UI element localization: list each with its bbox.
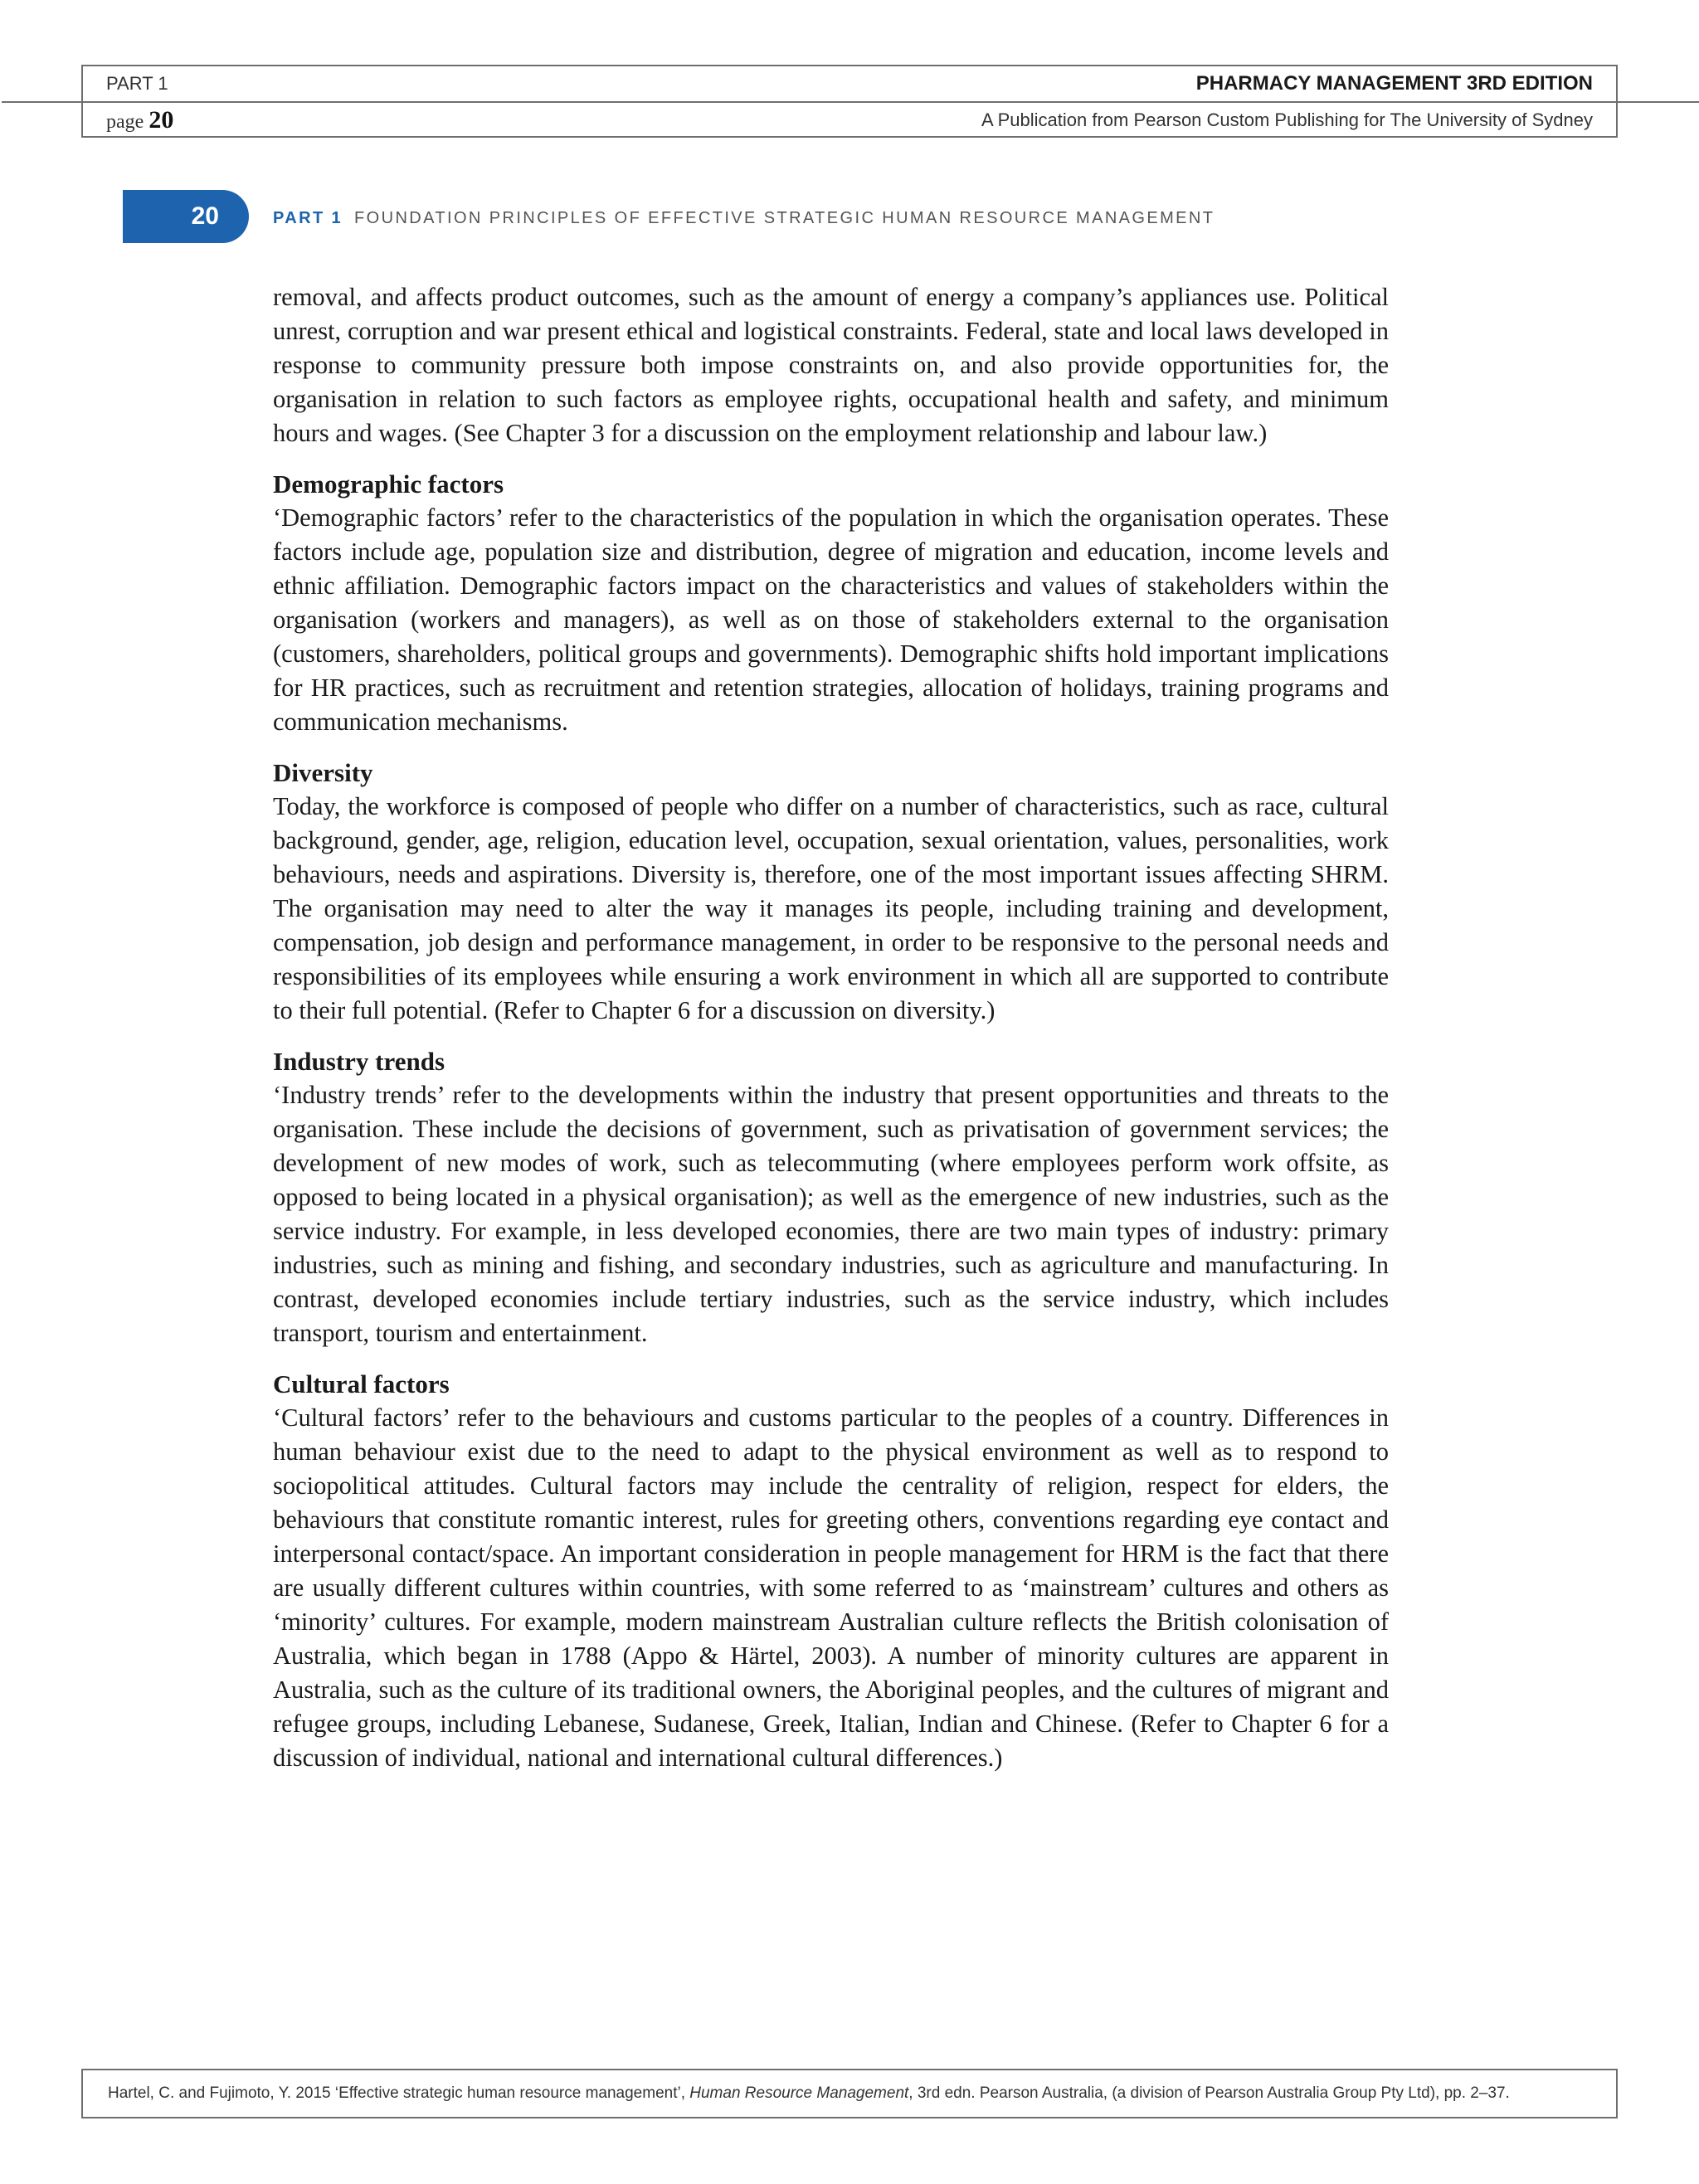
publication-header	[81, 65, 1618, 138]
tab-page-number: 20	[191, 202, 219, 230]
body-content	[273, 280, 1389, 1775]
running-header-part: PART 1	[273, 209, 343, 227]
book-title: PHARMACY MANAGEMENT 3RD EDITION	[1195, 72, 1593, 95]
page-number-tab	[123, 190, 249, 243]
page-number: 20	[148, 106, 174, 134]
running-header	[273, 209, 1215, 228]
section-heading-demographic: Demographic factors	[273, 469, 504, 499]
part-label: PART 1	[106, 73, 168, 94]
section-paragraph-diversity: Today, the workforce is composed of people who differ on a number of characteristics, such as race, cultural background, gender, age, religion, education level, occupation, sexual orientation, values, personalities, work behaviours, needs and aspirations. Diversity is, therefore, one of the most important issues affecting SHRM. The organisation may need to alter the way it manages its people, including training and development, compensation, job design and performance management, in order to be responsive to the personal needs and responsibilities of its employees while ensuring a work environment in which all are supported to contribute to their full potential. (Refer to Chapter 6 for a discussion on diversity.)	[273, 792, 1389, 1024]
intro-paragraph: removal, and affects product outcomes, such as the amount of energy a company’s appliances use. Political unrest, corruption and war present ethical and logistical constraints. Federal, state and local laws developed in response to community pressure both impose constraints on, and also provide opportunities for, the organisation in relation to such factors as employee rights, occupational health and safety, and minimum hours and wages. (See Chapter 3 for a discussion on the employment relationship and labour law.)	[273, 283, 1389, 447]
publication-header-bottom-row	[83, 103, 1616, 138]
page-prefix: page	[106, 111, 144, 133]
running-header-title: FOUNDATION PRINCIPLES OF EFFECTIVE STRATEGIC HUMAN RESOURCE MANAGEMENT	[354, 209, 1215, 227]
publication-note: A Publication from Pearson Custom Publishing for The University of Sydney	[981, 109, 1593, 130]
section-heading-industry-trends: Industry trends	[273, 1047, 445, 1076]
section-paragraph-industry-trends: ‘Industry trends’ refer to the developments within the industry that present opportunities and threats to the organisation. These include the decisions of government, such as privatisation of government services; the development of new modes of work, such as telecommuting (where employees perform work offsite, as opposed to being located in a physical organisation); as well as the emergence of new industries, such as the service industry. For example, in less developed economies, there are two main types of industry: primary industries, such as mining and fishing, and secondary industries, such as agriculture and manufacturing. In contrast, developed economies include tertiary industries, such as the service industry, which includes transport, tourism and entertainment.	[273, 1081, 1389, 1347]
section-paragraph-cultural: ‘Cultural factors’ refer to the behaviours and customs particular to the peoples of a country. Differences in human behaviour exist due to the need to adapt to the physical environment as well as to respond to sociopolitical attitudes. Cultural factors may include the centrality of religion, respect for elders, the behaviours that constitute romantic interest, rules for greeting others, conventions regarding eye contact and interpersonal contact/space. An important consideration in people management for HRM is the fact that there are usually different cultures within countries, with some referred to as ‘mainstream’ cultures and others as ‘minority’ cultures. For example, modern mainstream Australian culture reflects the British colonisation of Australia, which began in 1788 (Appo & Härtel, 2003). A number of minority cultures are apparent in Australia, such as the culture of its traditional owners, the Aboriginal peoples, and the cultures of migrant and refugee groups, including Lebanese, Sudanese, Greek, Italian, Indian and Chinese. (Refer to Chapter 6 for a discussion of individual, national and international cultural differences.)	[273, 1403, 1389, 1772]
publication-header-top-row	[83, 66, 1616, 101]
section-heading-diversity: Diversity	[273, 758, 373, 787]
citation-footer	[81, 2069, 1618, 2118]
section-paragraph-demographic: ‘Demographic factors’ refer to the characteristics of the population in which the organisation operates. These factors include age, population size and distribution, degree of migration and education, income levels and ethnic affiliation. Demographic factors impact on the characteristics and values of stakeholders within the organisation (workers and managers), as well as on those of stakeholders external to the organisation (customers, shareholders, political groups and governments). Demographic shifts hold important implications for HR practices, such as recruitment and retention strategies, allocation of holidays, training programs and communication mechanisms.	[273, 503, 1389, 736]
section-heading-cultural: Cultural factors	[273, 1369, 450, 1398]
page-label	[106, 106, 173, 134]
citation-title: Human Resource Management	[689, 2084, 909, 2102]
citation-end: , 3rd edn. Pearson Australia, (a division of Pearson Australia Group Pty Ltd), pp. 2–37.	[908, 2084, 1510, 2102]
citation-start: Hartel, C. and Fujimoto, Y. 2015 ‘Effective strategic human resource management’,	[108, 2084, 690, 2102]
